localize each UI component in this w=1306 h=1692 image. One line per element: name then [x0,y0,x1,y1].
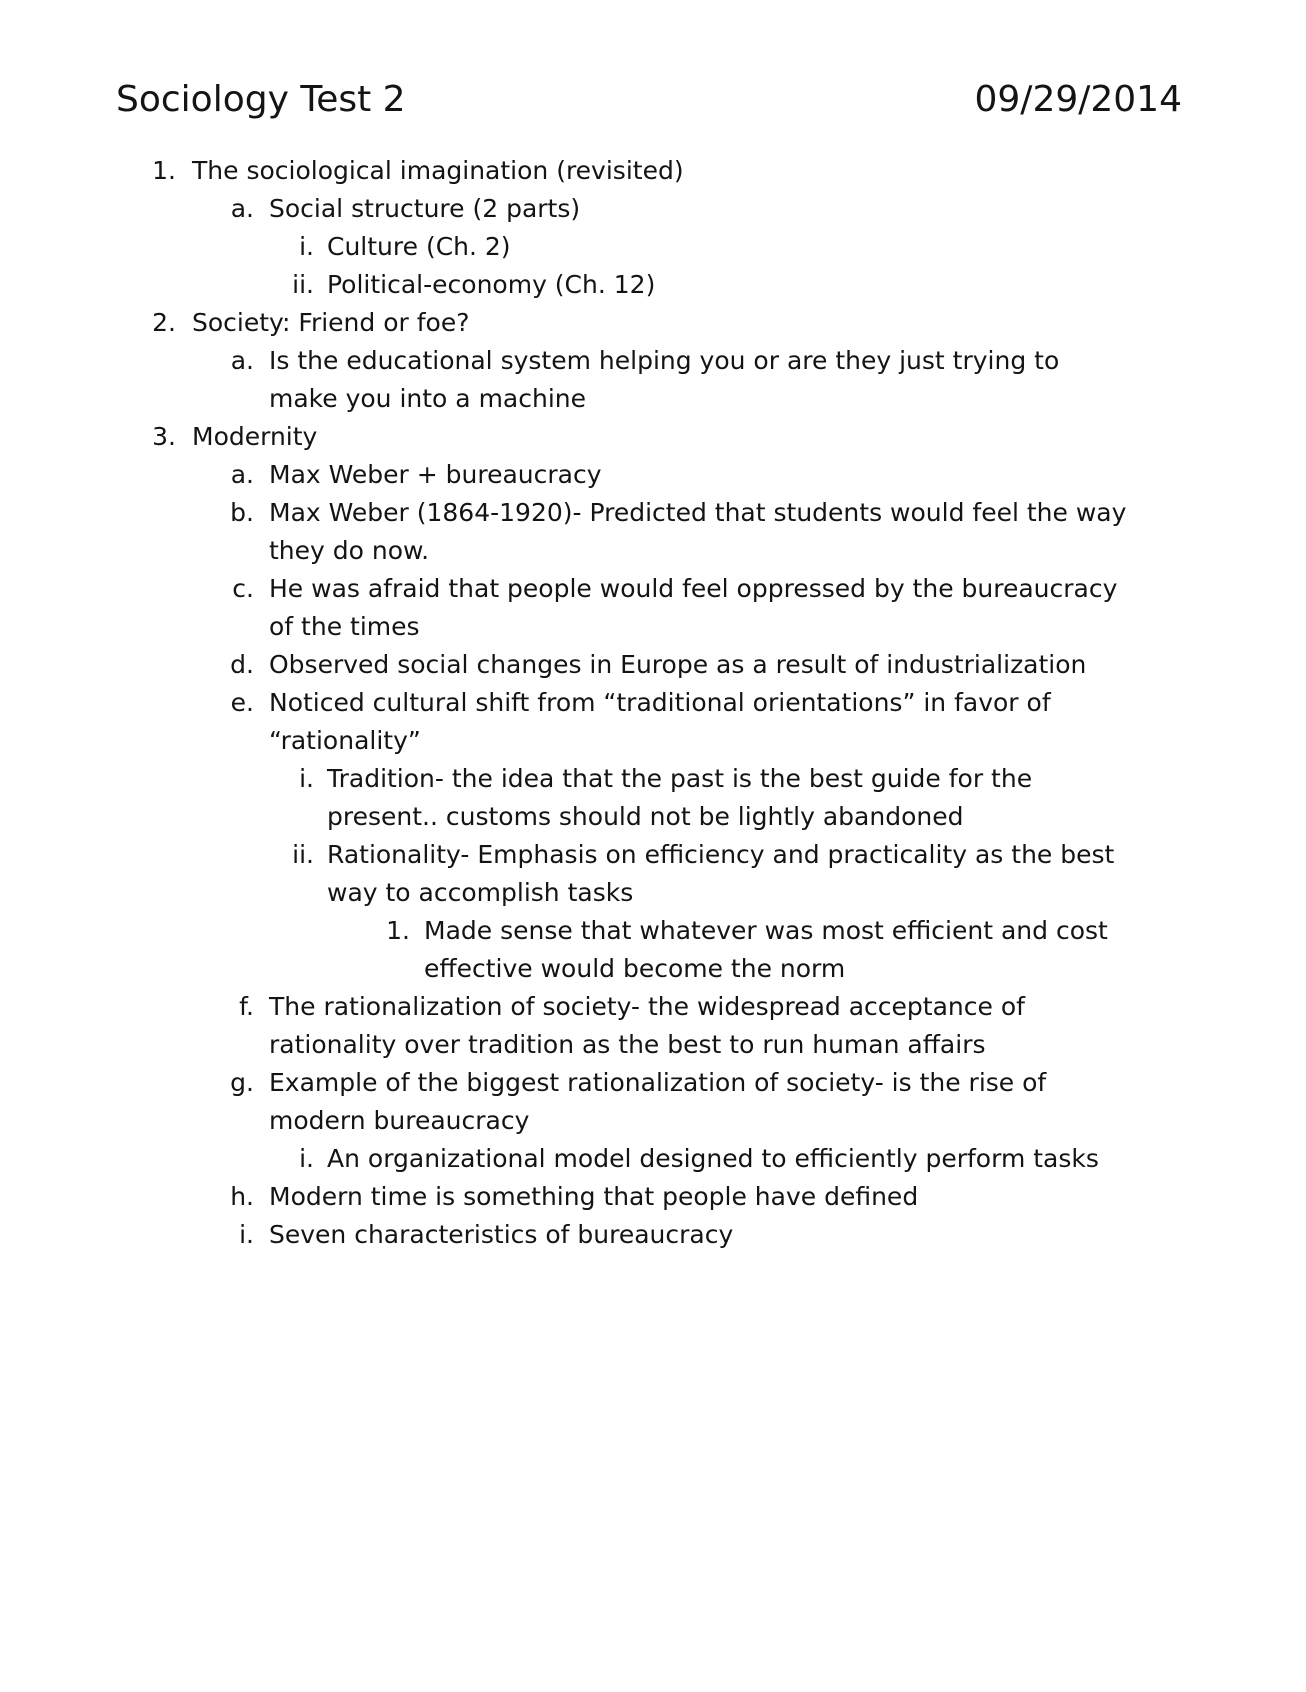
item-text: Modern time is something that people have defined [269,1182,919,1211]
outline-item [0,1064,1306,1140]
list-marker: f. [239,992,254,1021]
list-marker: c. [232,574,254,603]
item-text-continuation: effective would become the norm [424,954,846,983]
item-text: An organizational model designed to efficiently perform tasks [327,1144,1099,1173]
list-marker: ii. [292,840,314,869]
page-title: Sociology Test 2 [116,79,406,120]
outline-item [0,190,1306,228]
item-text: Is the educational system helping you or are they just trying to [269,346,1060,375]
item-text: Max Weber (1864-1920)- Predicted that students would feel the way [269,498,1127,527]
item-text: Rationality- Emphasis on efficiency and practicality as the best [327,840,1115,869]
item-text: Max Weber + bureaucracy [269,460,602,489]
item-text-continuation: way to accomplish tasks [327,878,634,907]
outline-item [0,912,1306,988]
outline-item [0,1216,1306,1254]
list-marker: i. [299,232,314,261]
outline-item [0,1178,1306,1216]
list-marker: a. [230,194,254,223]
outline-item [0,570,1306,646]
list-marker: 1. [152,156,176,185]
list-marker: i. [239,1220,254,1249]
item-text: Seven characteristics of bureaucracy [269,1220,734,1249]
item-text-continuation: make you into a machine [269,384,587,413]
item-text: Made sense that whatever was most efficient and cost [424,916,1108,945]
outline-item [0,342,1306,418]
outline-item [0,152,1306,190]
outline-item [0,760,1306,836]
item-text-continuation: present.. customs should not be lightly abandoned [327,802,964,831]
item-text-continuation: they do now. [269,536,430,565]
outline-item [0,266,1306,304]
list-marker: g. [230,1068,254,1097]
item-text: Tradition- the idea that the past is the best guide for the [327,764,1033,793]
outline-item [0,456,1306,494]
item-text-continuation: “rationality” [269,726,421,755]
item-text: Culture (Ch. 2) [327,232,511,261]
outline-item [0,1140,1306,1178]
document-header [116,74,1182,126]
outline-item [0,684,1306,760]
list-marker: e. [230,688,254,717]
notes-outline [0,152,1306,1254]
outline-item [0,988,1306,1064]
list-marker: b. [230,498,254,527]
list-marker: ii. [292,270,314,299]
item-text-continuation: modern bureaucracy [269,1106,530,1135]
item-text: Society: Friend or foe? [192,308,470,337]
item-text-continuation: rationality over tradition as the best to run human affairs [269,1030,986,1059]
item-text: Modernity [192,422,318,451]
outline-item [0,646,1306,684]
item-text: Example of the biggest rationalization of society- is the rise of [269,1068,1047,1097]
list-marker: 1. [386,916,410,945]
outline-item [0,494,1306,570]
item-text: Social structure (2 parts) [269,194,581,223]
item-text: He was afraid that people would feel oppressed by the bureaucracy [269,574,1118,603]
item-text: Observed social changes in Europe as a result of industrialization [269,650,1087,679]
outline-item [0,304,1306,342]
outline-item [0,228,1306,266]
list-marker: 2. [152,308,176,337]
list-marker: d. [230,650,254,679]
list-marker: i. [299,764,314,793]
list-marker: a. [230,346,254,375]
item-text: Noticed cultural shift from “traditional orientations” in favor of [269,688,1051,717]
item-text: The rationalization of society- the widespread acceptance of [269,992,1025,1021]
outline-item [0,418,1306,456]
list-marker: h. [230,1182,254,1211]
list-marker: a. [230,460,254,489]
item-text: The sociological imagination (revisited) [192,156,684,185]
outline-item [0,836,1306,912]
list-marker: i. [299,1144,314,1173]
item-text-continuation: of the times [269,612,420,641]
document-date: 09/29/2014 [974,79,1182,120]
item-text: Political-economy (Ch. 12) [327,270,656,299]
list-marker: 3. [152,422,176,451]
